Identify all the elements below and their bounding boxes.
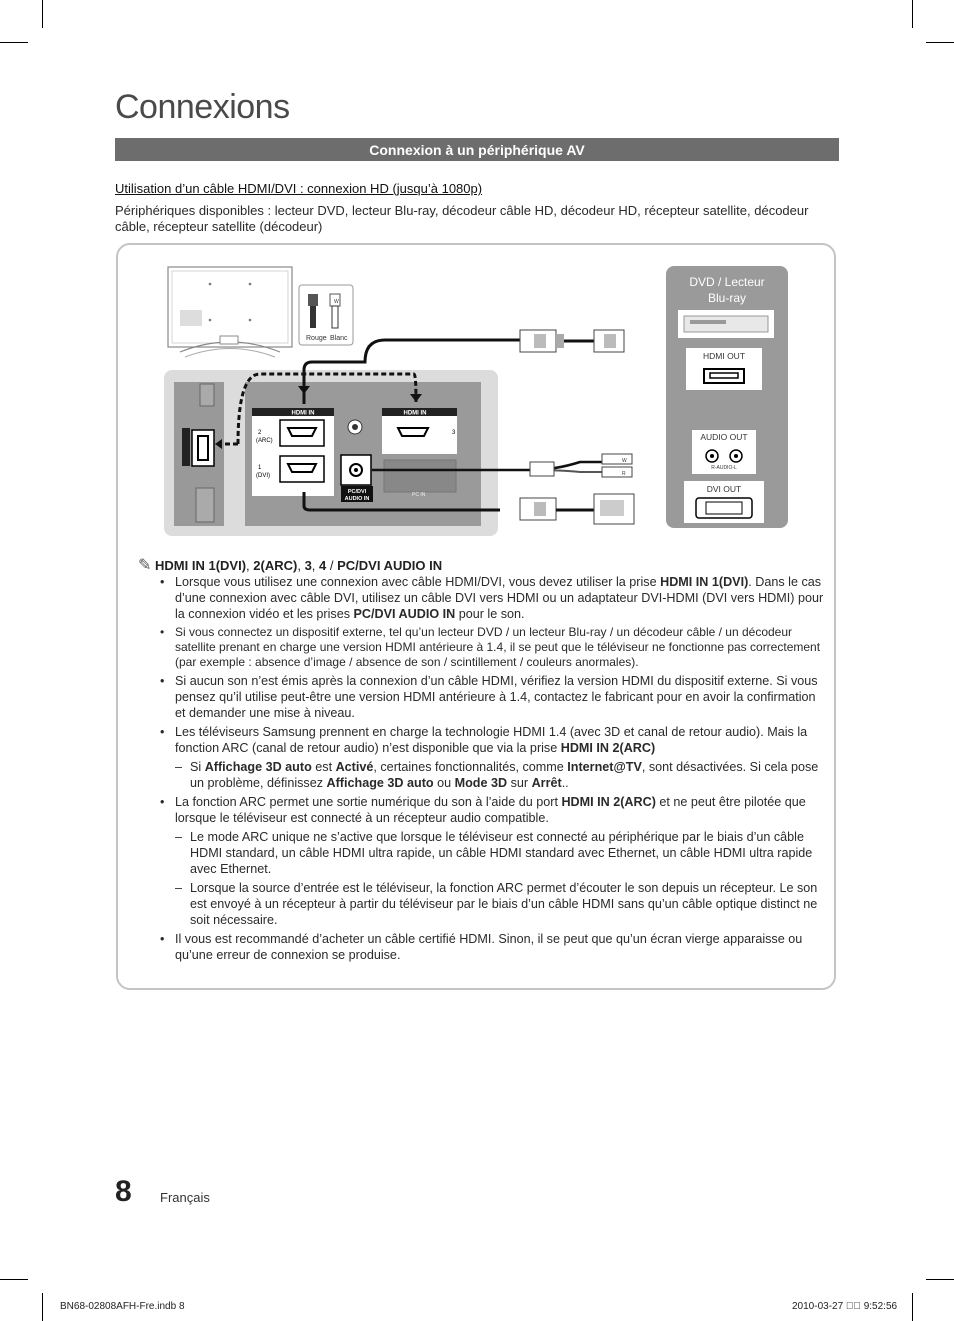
section-banner: Connexion à un périphérique AV <box>115 138 839 161</box>
port-3-label: 3 <box>452 430 456 436</box>
page-number: 8 <box>115 1175 132 1208</box>
sub-list-item: – Si Affichage 3D auto est Activé, certaines fonctionnalités, comme Internet@TV, sont désactivées. Si cela pose un problème, définissez Affichage 3D auto ou Mode 3D sur Arrêt.. <box>175 760 819 790</box>
dvi-connector-bottom <box>520 494 634 524</box>
audio-sub-label: R-AUDIO-L <box>711 465 737 471</box>
rouge-label: Rouge <box>306 335 327 342</box>
pc-in-label: PC IN <box>412 492 426 498</box>
list-item: • Lorsque vous utilisez une connexion avec câble HDMI/DVI, vous devez utiliser la prise HDMI IN 1(DVI). Dans le cas d’une connexion avec câble DVI, utilisez un câble DVI vers HDMI ou un adaptateur DVI-HDMI (DVI vers HDMI) pour la connexion vidéo et les prises PC/DVI AUDIO IN pour le son. <box>160 575 824 621</box>
sub-list-item: – Lorsque la source d’entrée est le téléviseur, la fonction ARC permet d’écouter le son depuis un récepteur. Le son est envoyé à un récepteur à partir du téléviseur par le biais d’un câble HDMI sans qu’un câble optique distinct ne soit nécessaire. <box>175 881 818 927</box>
list-item: • La fonction ARC permet une sortie numérique du son à l’aide du port HDMI IN 2(ARC) et ne peut être pilotée que lorsque le téléviseur est connecté à un récepteur audio compatible. <box>160 795 806 825</box>
w-label-2: W <box>622 458 627 464</box>
tv-front-illustration <box>168 267 292 357</box>
list-item: • Si vous connectez un dispositif externe, tel qu’un lecteur DVD / un lecteur Blu-ray / un décodeur câble / un décodeur satellite prenant en charge une version HDMI antérieure à 1.4, il se peut que le téléviseur ne fonctionne pas correctement (par exemple : absence d’image / absence de son / scintillement / couleurs anormales). <box>160 625 821 669</box>
device-panel <box>666 266 788 528</box>
notes-heading: ✎ HDMI IN 1(DVI), 2(ARC), 3, 4 / PC/DVI AUDIO IN <box>138 557 443 574</box>
svg-text:(ARC): (ARC) <box>256 438 273 444</box>
list-item: • Si aucun son n’est émis après la connexion d’un câble HDMI, vérifiez la version HDMI du dispositif externe. Si vous pensez qu’il utilise peut-être une version HDMI antérieure à 1.4, contactez le fabricant pour en avoir la confirmation et demander une mise à niveau. <box>160 674 818 720</box>
port-2-label: 2 <box>258 430 262 436</box>
device-title-line1: DVD / Lecteur <box>689 275 765 289</box>
print-date: 2010-03-27 ￿￿ 9:52:56 <box>792 1301 898 1312</box>
svg-text:PC/DVI: PC/DVI <box>347 489 367 495</box>
device-title-line2: Blu-ray <box>707 291 747 305</box>
blanc-label: Blanc <box>330 335 348 342</box>
list-item: • Il vous est recommandé d’acheter un câble certifié HDMI. Sinon, il se peut que qu’un écran vierge apparaisse ou qu’une erreur de connexion se produise. <box>160 932 803 962</box>
w-label: W <box>334 299 339 305</box>
intro-text: Périphériques disponibles : lecteur DVD, lecteur Blu-ray, décodeur câble HD, décodeur HD, récepteur satellite, décodeur câble, récepteur satellite (décodeur) <box>115 203 809 234</box>
hdmi-in-right-label: HDMI IN <box>403 410 427 417</box>
page-title: Connexions <box>115 88 290 126</box>
notes-list <box>160 574 825 966</box>
audio-out-label: AUDIO OUT <box>700 432 748 442</box>
dvi-out-label: DVI OUT <box>706 484 742 494</box>
file-name: BN68-02808AFH-Fre.indb 8 <box>60 1301 185 1312</box>
rca-connectors <box>530 454 632 477</box>
subheading: Utilisation d’un câble HDMI/DVI : connexion HD (jusqu’à 1080p) <box>115 181 483 196</box>
svg-text:AUDIO IN: AUDIO IN <box>344 496 370 502</box>
hdmi-out-label: HDMI OUT <box>702 351 746 361</box>
svg-text:(DVI): (DVI) <box>256 473 270 479</box>
language-label: Français <box>160 1190 210 1205</box>
rca-plugs-illustration <box>299 285 353 345</box>
pencil-note-icon: ✎ <box>138 557 152 574</box>
connection-diagram <box>160 262 794 538</box>
port-1-label: 1 <box>258 465 262 471</box>
hdmi-connector-top <box>520 330 624 352</box>
sub-list-item: – Le mode ARC unique ne s’active que lorsque le téléviseur est connecté au périphérique par le biais d’un câble HDMI standard, un câble HDMI ultra rapide, un câble HDMI standard avec Ethernet, un câble HDMI ultra rapide avec Ethernet. <box>175 830 813 876</box>
list-item: • Les téléviseurs Samsung prennent en charge la technologie HDMI 1.4 (avec 3D et canal de retour audio). Mais la fonction ARC (canal de retour audio) n’est disponible que via la prise HDMI IN 2(ARC) <box>160 725 808 755</box>
r-label: R <box>622 471 626 477</box>
hdmi-in-left-label: HDMI IN <box>291 410 315 417</box>
